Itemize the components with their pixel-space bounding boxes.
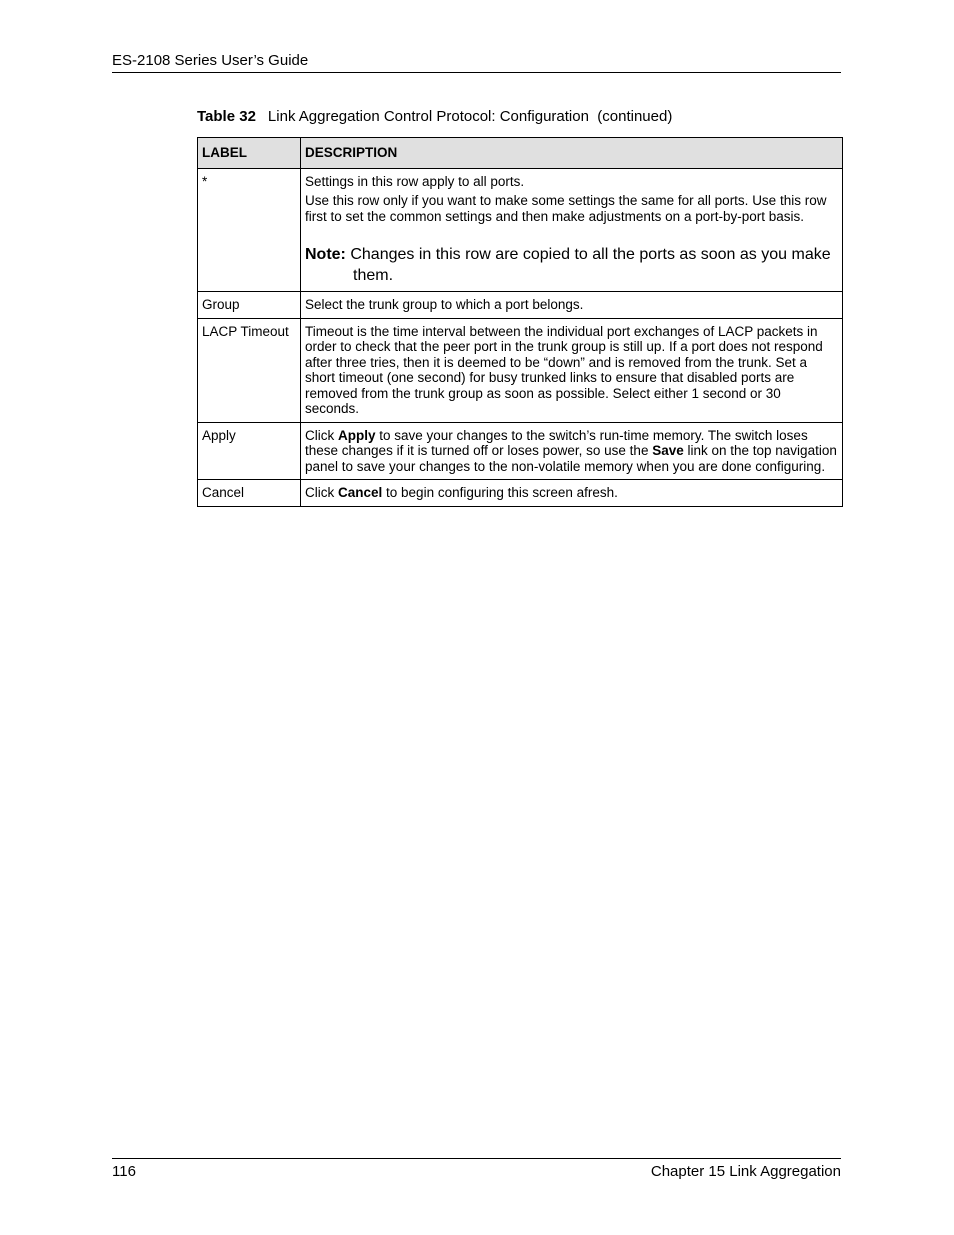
apply-term: Apply — [338, 427, 376, 443]
desc-text: to begin configuring this screen afresh. — [382, 485, 618, 500]
row-description — [301, 480, 843, 507]
table-title: Link Aggregation Control Protocol: Configuration (continued) — [267, 108, 673, 125]
description-paragraph: Settings in this row apply to all ports. — [305, 173, 525, 189]
row-label: Apply — [198, 422, 301, 480]
table-row — [198, 480, 843, 507]
row-description: Select the trunk group to which a port belongs. — [301, 292, 843, 319]
table-row — [198, 168, 843, 292]
column-header-description: DESCRIPTION — [301, 138, 843, 169]
page-footer — [112, 1158, 841, 1181]
table-header-row — [198, 138, 843, 169]
row-label: Cancel — [198, 480, 301, 507]
table-caption — [197, 108, 672, 126]
note-text: Changes in this row are copied to all the ports as soon as you make them. — [350, 246, 831, 284]
save-term: Save — [652, 443, 684, 458]
table-row — [198, 422, 843, 480]
note-block — [305, 244, 838, 286]
table-row — [198, 292, 843, 319]
lacp-config-table — [197, 137, 843, 507]
desc-text: Click — [305, 427, 338, 443]
table-row — [198, 318, 843, 422]
cancel-term: Cancel — [338, 485, 383, 500]
desc-text: link on the top navigation panel to save your changes to the non-volatile memory when you are done configuring. — [305, 443, 841, 474]
page-number: 116 — [112, 1163, 136, 1180]
header-title: ES-2108 Series User’s Guide — [112, 52, 309, 69]
description-paragraph: Use this row only if you want to make some settings the same for all ports. Use this row first to set the common settings and then make adjustments on a port-by-port basis. — [305, 193, 827, 224]
row-label: LACP Timeout — [198, 318, 301, 422]
note-label: Note: — [305, 246, 346, 263]
table-number: Table 32 — [197, 108, 256, 125]
row-description — [301, 168, 843, 292]
row-label: * — [198, 168, 301, 292]
chapter-title: Chapter 15 Link Aggregation — [650, 1163, 841, 1180]
row-label: Group — [198, 292, 301, 319]
column-header-label: LABEL — [198, 138, 301, 169]
row-description: Timeout is the time interval between the individual port exchanges of LACP packets in order to check that the peer port in the trunk group is still up. If a port does not respond after three tries, then it is deemed to be “down” and is removed from the trunk. Set a short timeout (one second) for busy trunked links to ensure that disabled ports are removed from the trunk group as soon as possible. Select either 1 second or 30 seconds. — [301, 318, 843, 422]
page-header — [112, 52, 841, 73]
row-description — [301, 422, 843, 480]
desc-text: to save your changes to the switch’s run-time memory. The switch loses these changes if it is turned off or loses power, so use the — [305, 427, 812, 458]
desc-text: Click — [305, 485, 338, 500]
